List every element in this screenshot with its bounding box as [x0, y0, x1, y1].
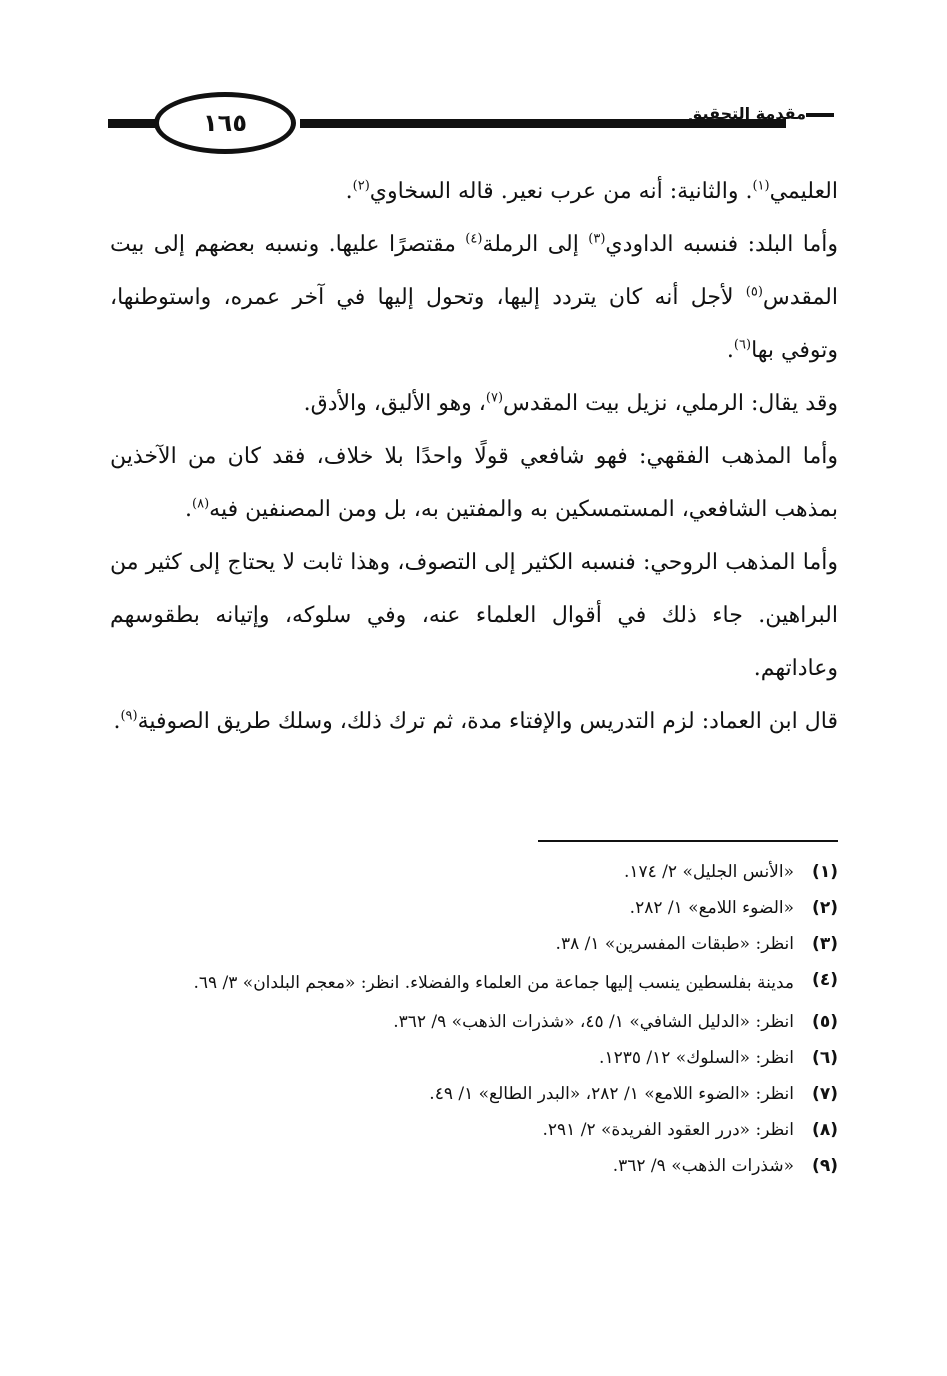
- footnote-text: «شذرات الذهب» ٩/ ٣٦٢.: [612, 1156, 794, 1176]
- footnote-number: (٣): [812, 934, 838, 954]
- footnote-ref: (٨): [192, 496, 210, 512]
- footnote-text: انظر: «درر العقود الفريدة» ٢/ ٢٩١.: [542, 1120, 794, 1140]
- paragraph: [110, 218, 838, 377]
- paragraph-text: وأما المذهب الفقهي: فهو شافعي قولًا واحدًا بلا خلاف، فقد كان من الآخذين بمذهب الشافعي، المستمسكين به والمفتين به، بل ومن المصنفين فيه: [110, 444, 838, 522]
- paragraph-text: لأجل أنه كان يتردد إليها، وتحول إليها في آخر عمره، واستوطنها، وتوفي بها: [110, 285, 838, 363]
- footnote-number: (٢): [812, 898, 838, 918]
- paragraph-text: . والثانية: أنه من عرب نعير. قاله السخاوي: [369, 179, 753, 204]
- footnote-ref: (٢): [352, 178, 370, 194]
- paragraph-text: ، وهو الأليق، والأدق.: [303, 391, 486, 416]
- paragraph-text: قال ابن العماد: لزم التدريس والإفتاء مدة، ثم ترك ذلك، وسلك طريق الصوفية: [137, 709, 838, 734]
- footnote-text: «الأنس الجليل» ٢/ ١٧٤.: [623, 862, 794, 882]
- footnotes: [110, 848, 838, 1178]
- footnote-text: انظر: «السلوك» ١٢/ ١٢٣٥.: [599, 1048, 794, 1068]
- footnote-ref: (١): [752, 178, 770, 194]
- paragraph-text: وأما المذهب الروحي: فنسبه الكثير إلى التصوف، وهذا ثابت لا يحتاج إلى كثير من البراهين. جاء ذلك في أقوال العلماء عنه، وفي سلوكه، وإتيانه بطقوسهم وعاداتهم.: [110, 550, 838, 681]
- section-title: [688, 104, 840, 123]
- paragraph-text: .: [113, 709, 121, 734]
- paragraph: [110, 430, 838, 536]
- footnote-number: (٩): [812, 1156, 838, 1176]
- page-number: ١٦٥: [154, 92, 296, 154]
- section-title-text: مقدمة التحقيق: [688, 104, 806, 123]
- paragraph-text: وقد يقال: الرملي، نزيل بيت المقدس: [503, 391, 838, 416]
- footnote: [110, 1118, 838, 1142]
- footnote-ref: (٤): [465, 231, 483, 247]
- footnote-ref: (٩): [120, 708, 138, 724]
- footnote: [110, 932, 838, 956]
- footnote-ref: (٧): [485, 390, 504, 406]
- header-rule-left: [108, 119, 156, 128]
- footnote-ref: (٣): [588, 231, 606, 247]
- main-text: [110, 165, 838, 748]
- footnote-number: (٧): [812, 1084, 838, 1104]
- footnote-number: (٤): [812, 970, 838, 990]
- footnote-separator: [538, 840, 838, 842]
- footnote-ref: (٦): [733, 337, 752, 353]
- paragraph-text: وأما البلد: فنسبه الداودي: [605, 232, 838, 257]
- paragraph-text: مقتصرًا عليها. ونسبه بعضهم إلى بيت المقدس: [110, 232, 838, 310]
- footnote: [110, 1082, 838, 1106]
- footnote: [110, 860, 838, 884]
- paragraph: [110, 695, 838, 748]
- paragraph: [110, 536, 838, 695]
- paragraph-text: .: [185, 497, 193, 522]
- footnote-number: (١): [812, 862, 838, 882]
- footnote: [110, 968, 838, 998]
- paragraph: [110, 377, 838, 430]
- footnote-text: «الضوء اللامع» ١/ ٢٨٢.: [629, 898, 794, 918]
- paragraph-text: .: [726, 338, 734, 363]
- paragraph-text: العليمي: [769, 179, 838, 204]
- footnote-text: انظر: «طبقات المفسرين» ١/ ٣٨.: [555, 934, 794, 954]
- paragraph-text: إلى الرملة: [482, 232, 589, 257]
- footnote: [110, 1154, 838, 1178]
- paragraph: [110, 165, 838, 218]
- footnote-number: (٨): [812, 1120, 838, 1140]
- footnote-number: (٦): [812, 1048, 838, 1068]
- paragraph-text: .: [345, 179, 353, 204]
- footnote: [110, 1046, 838, 1070]
- section-title-dash: [806, 113, 834, 117]
- footnote: [110, 1010, 838, 1034]
- footnote-text: انظر: «الضوء اللامع» ١/ ٢٨٢، «البدر الطالع» ١/ ٤٩.: [429, 1084, 794, 1104]
- footnote: [110, 896, 838, 920]
- footnote-number: (٥): [812, 1012, 838, 1032]
- footnote-text: انظر: «الدليل الشافي» ١/ ٤٥، «شذرات الذهب» ٩/ ٣٦٢.: [393, 1012, 794, 1032]
- footnote-ref: (٥): [745, 284, 763, 300]
- footnote-text: مدينة بفلسطين ينسب إليها جماعة من العلماء والفضلاء. انظر: «معجم البلدان» ٣/ ٦٩.: [193, 973, 794, 993]
- page-header: [108, 92, 840, 162]
